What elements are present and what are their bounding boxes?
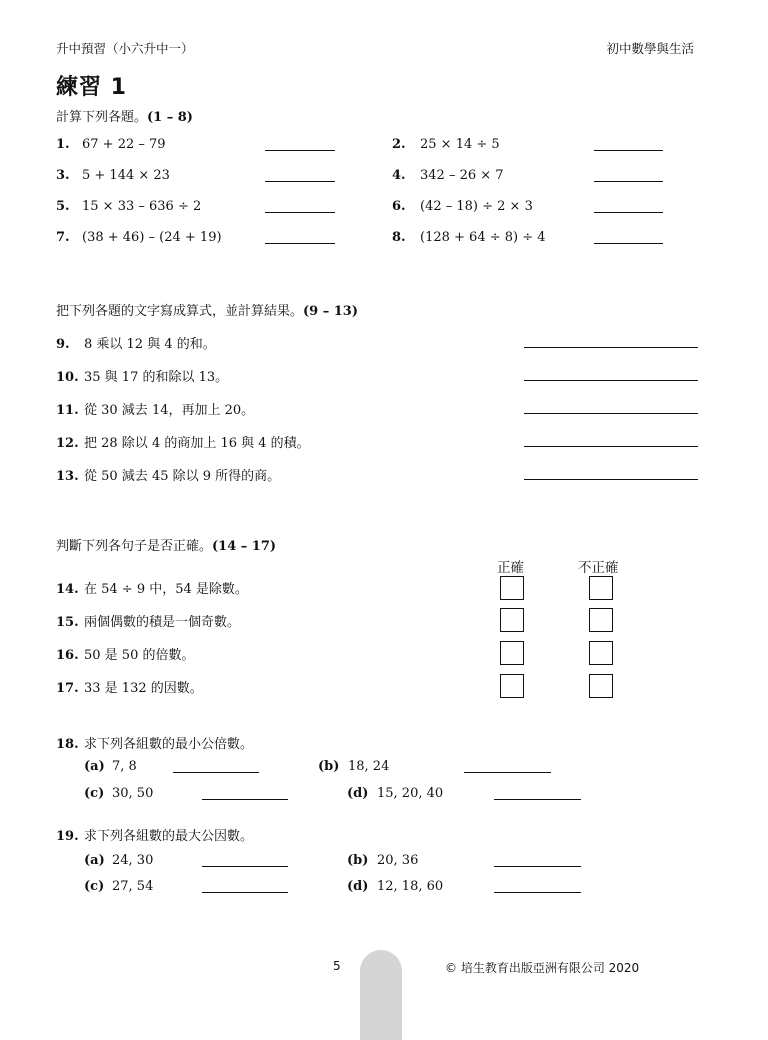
answer-blank-q6[interactable] xyxy=(594,212,663,213)
q14: 14. 在 54 ÷ 9 中，54 是除數。 xyxy=(56,582,248,597)
answer-blank-q18d[interactable] xyxy=(494,799,581,800)
q19: 19. 求下列各組數的最大公因數。 xyxy=(56,829,254,844)
q17: 17. 33 是 132 的因數。 xyxy=(56,681,203,696)
answer-blank-q19b[interactable] xyxy=(494,866,581,867)
q2: 2. 25 × 14 ÷ 5 xyxy=(392,137,500,152)
answer-blank-q19a[interactable] xyxy=(202,866,288,867)
checkbox-q16-false[interactable] xyxy=(589,641,613,665)
q19c: (c) 27, 54 xyxy=(84,879,154,894)
header-right: 初中數學與生活 xyxy=(606,41,694,56)
page-number: 5 xyxy=(333,959,341,973)
checkbox-q17-true[interactable] xyxy=(500,674,524,698)
answer-blank-q1[interactable] xyxy=(265,150,335,151)
page-title: 練習 1 xyxy=(56,75,127,100)
page-tab-decoration xyxy=(360,950,402,1040)
q4: 4. 342 – 26 × 7 xyxy=(392,168,504,183)
q6: 6. (42 – 18) ÷ 2 × 3 xyxy=(392,199,533,214)
answer-blank-q9[interactable] xyxy=(524,347,698,348)
q12: 12. 把 28 除以 4 的商加上 16 與 4 的積。 xyxy=(56,436,310,451)
answer-blank-q18a[interactable] xyxy=(173,772,259,773)
q19d: (d) 12, 18, 60 xyxy=(347,879,444,894)
answer-blank-q7[interactable] xyxy=(265,243,335,244)
q19a: (a) 24, 30 xyxy=(84,853,154,868)
q18c: (c) 30, 50 xyxy=(84,786,154,801)
checkbox-q14-false[interactable] xyxy=(589,576,613,600)
q1: 1. 67 + 22 – 79 xyxy=(56,137,166,152)
answer-blank-q18b[interactable] xyxy=(464,772,551,773)
answer-blank-q8[interactable] xyxy=(594,243,663,244)
q18d: (d) 15, 20, 40 xyxy=(347,786,444,801)
answer-blank-q4[interactable] xyxy=(594,181,663,182)
q11: 11. 從 30 減去 14，再加上 20。 xyxy=(56,403,255,418)
q10: 10. 35 與 17 的和除以 13。 xyxy=(56,370,229,385)
q7: 7. (38 + 46) – (24 + 19) xyxy=(56,230,222,245)
q9: 9. 8 乘以 12 與 4 的和。 xyxy=(56,337,216,352)
column-header-true: 正確 xyxy=(497,560,524,576)
checkbox-q15-true[interactable] xyxy=(500,608,524,632)
answer-blank-q5[interactable] xyxy=(265,212,335,213)
section2-instruction: 把下列各題的文字寫成算式，並計算結果。(9 – 13) xyxy=(56,304,359,319)
q19b: (b) 20, 36 xyxy=(347,853,419,868)
answer-blank-q11[interactable] xyxy=(524,413,698,414)
q18a: (a) 7, 8 xyxy=(84,759,137,774)
answer-blank-q18c[interactable] xyxy=(202,799,288,800)
answer-blank-q13[interactable] xyxy=(524,479,698,480)
q3: 3. 5 + 144 × 23 xyxy=(56,168,170,183)
q5: 5. 15 × 33 – 636 ÷ 2 xyxy=(56,199,202,214)
q13: 13. 從 50 減去 45 除以 9 所得的商。 xyxy=(56,469,281,484)
answer-blank-q3[interactable] xyxy=(265,181,335,182)
answer-blank-q19d[interactable] xyxy=(494,892,581,893)
copyright-notice: © 培生教育出版亞洲有限公司 2020 xyxy=(445,961,640,975)
q16: 16. 50 是 50 的倍數。 xyxy=(56,648,195,663)
answer-blank-q12[interactable] xyxy=(524,446,698,447)
q8: 8. (128 + 64 ÷ 8) ÷ 4 xyxy=(392,230,546,245)
checkbox-q17-false[interactable] xyxy=(589,674,613,698)
q15: 15. 兩個偶數的積是一個奇數。 xyxy=(56,615,241,630)
q18: 18. 求下列各組數的最小公倍數。 xyxy=(56,737,254,752)
checkbox-q16-true[interactable] xyxy=(500,641,524,665)
answer-blank-q2[interactable] xyxy=(594,150,663,151)
column-header-false: 不正確 xyxy=(578,560,619,576)
section3-instruction: 判斷下列各句子是否正確。(14 – 17) xyxy=(56,539,277,554)
answer-blank-q19c[interactable] xyxy=(202,892,288,893)
checkbox-q14-true[interactable] xyxy=(500,576,524,600)
checkbox-q15-false[interactable] xyxy=(589,608,613,632)
header-left: 升中預習（小六升中一） xyxy=(56,41,194,56)
q18b: (b) 18, 24 xyxy=(318,759,390,774)
section1-instruction: 計算下列各題。(1 – 8) xyxy=(56,110,193,125)
answer-blank-q10[interactable] xyxy=(524,380,698,381)
